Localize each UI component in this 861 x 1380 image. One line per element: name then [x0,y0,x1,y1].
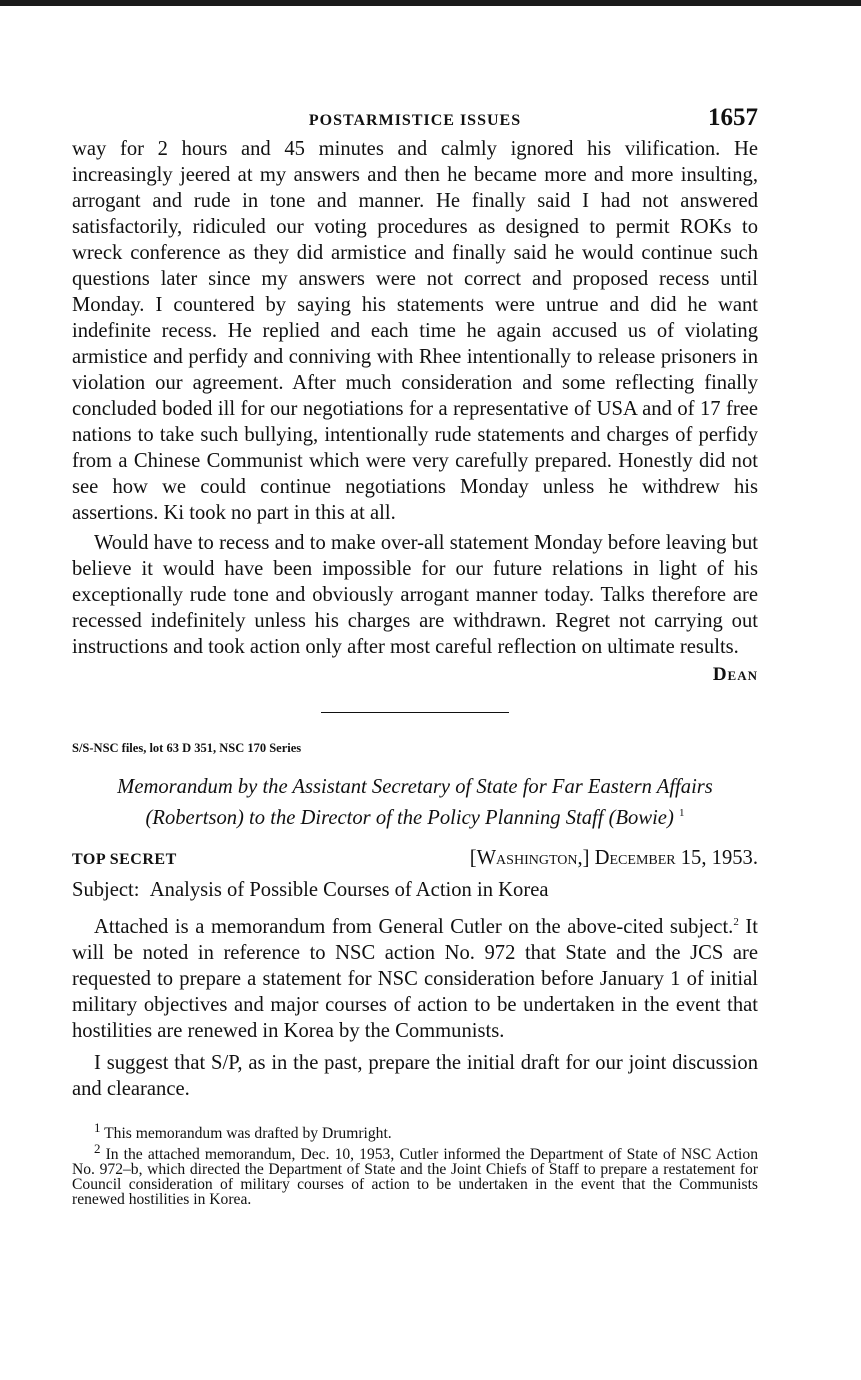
telegram-paragraph: Would have to recess and to make over-all statement Monday before leaving but believe it would have been impossible for our future relations in light of his exceptionally rude tone and obviously arrogant manner today. Talks therefore are recessed indefinitely unless his charges are withdrawn. Regret not carrying out instructions and took action only after most careful reflection on ultimate results. [72,532,758,658]
footnote-ref: 2 [733,915,739,928]
footnote-number: 2 [94,1140,101,1156]
footnote [72,1141,758,1207]
footnote-ref: 1 [678,807,685,819]
subject-text: Analysis of Possible Courses of Action in Korea [149,878,549,901]
running-head: POSTARMISTICE ISSUES [308,112,522,129]
scan-top-edge [0,0,861,6]
document-page [72,104,758,1207]
section-divider [321,712,509,713]
dateline [72,847,758,873]
page-number: 1657 [708,104,758,131]
memo-body [72,909,758,1102]
document-title-line: Memorandum by the Assistant Secretary of State for Far Eastern Affairs [117,776,713,798]
footnote-text: In the attached memorandum, Dec. 10, 1953, Cutler informed the Department of State of NSC Action No. 972–b, which directed the Department of State and the Joint Chiefs of Staff to prepare a restatement for Council consideration of military courses of action to be undertaken in the event that the Communists renewed hostilities in Korea. [72,1146,758,1209]
telegram-body [72,136,758,660]
document-title-line-text: (Robertson) to the Director of the Policy Planning Staff (Bowie) [145,806,674,829]
document-title [72,774,758,831]
signature: Dean [712,664,758,685]
memo-text: Attached is a memorandum from General Cutler on the above-cited subject. [94,915,734,938]
source-note: S/S-NSC files, lot 63 D 351, NSC 170 Series [72,741,302,755]
classification: TOP SECRET [72,850,177,868]
footnotes [72,1120,758,1207]
telegram-paragraph: way for 2 hours and 45 minutes and calmly ignored his vilification. He increasingly jeered at my answers and then he became more and more insulting, arrogant and rude in tone and manner. He finally said I had not answered satisfactorily, ridiculed our voting procedures as designed to permit ROKs to wreck conference as they did armistice and finally said he would continue such questions later since my answers were not correct and proposed recess until Monday. I countered by saying his statements were untrue and did he want indefinite recess. He replied and each time he again accused us of violating armistice and perfidy and conniving with Rhee intentionally to release prisoners in violation our agreement. After much consideration and some reflecting finally concluded boded ill for our negotiations for a representative of USA and of 17 free nations to take such bullying, intentionally rude statements and charges of perfidy from a Chinese Communist which were very carefully prepared. Honestly did not see how we could continue negotiations Monday unless he withdrew his assertions. Ki took no part in this at all. [72,138,758,524]
memo-text: It will be noted in reference to NSC action No. 972 that State and the JCS are requested to prepare a statement for NSC consideration before January 1 of initial military objectives and major courses of action to be undertaken in the event that hostilities are renewed in Korea by the Communists. [72,915,758,1042]
footnote-number: 1 [94,1119,101,1135]
memo-paragraph [72,909,758,1044]
footnote [72,1120,758,1141]
memo-paragraph: I suggest that S/P, as in the past, prepare the initial draft for our joint discussion and clearance. [72,1051,758,1100]
page-header [72,104,758,136]
document-title-line-2 [72,800,758,831]
subject-label: Subject: [72,878,140,901]
place-date: [Washington,] December 15, 1953. [469,846,758,869]
subject-line [72,877,758,903]
footnote-text: This memorandum was drafted by Drumright. [100,1124,392,1142]
